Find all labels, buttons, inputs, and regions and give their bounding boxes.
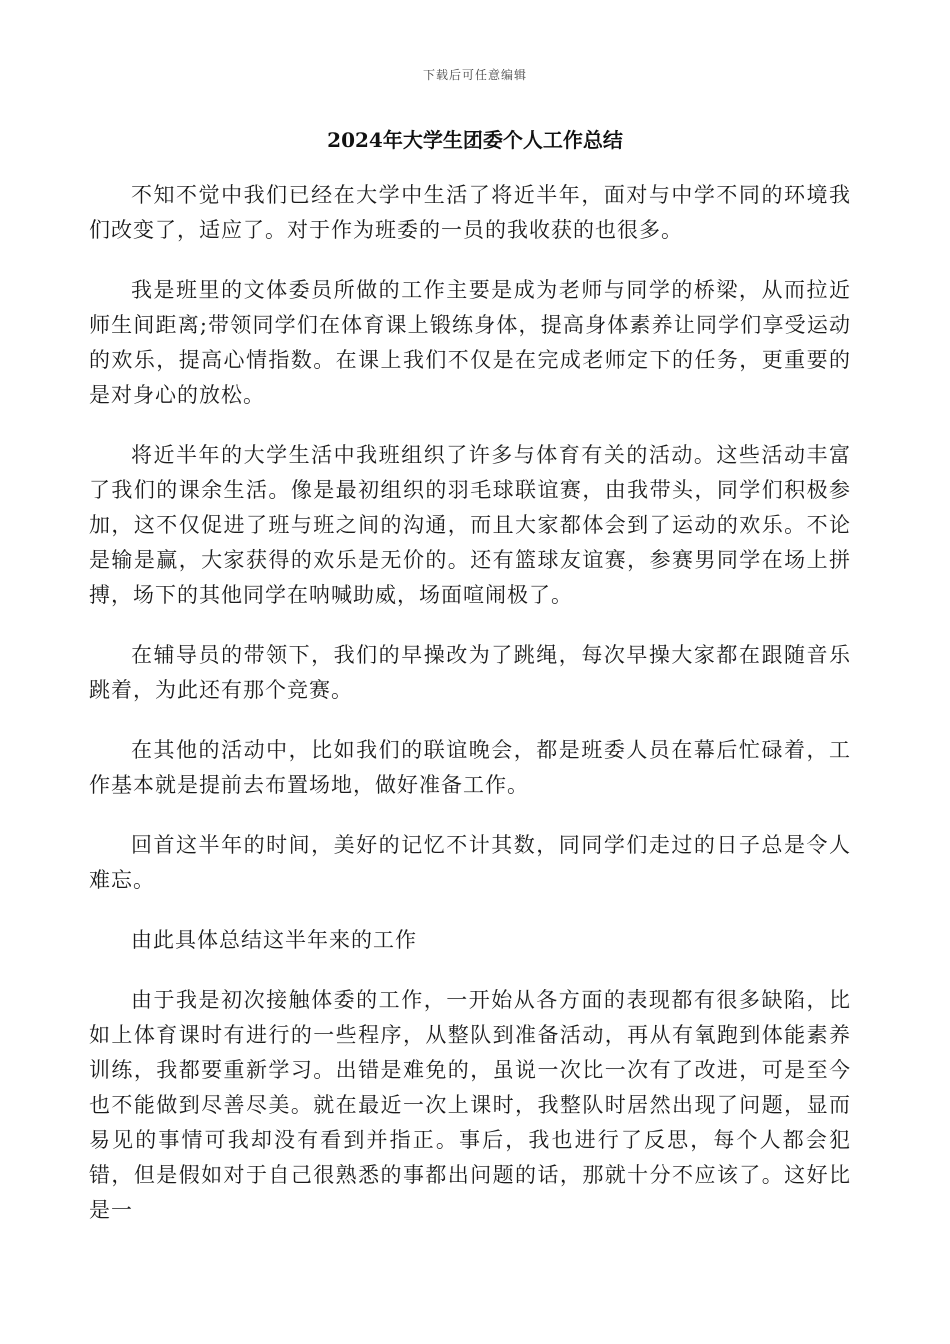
paragraph-7: 由此具体总结这半年来的工作 [131,928,417,952]
paragraph-2: 我是班里的文体委员所做的工作主要是成为老师与同学的桥梁，从而拉近师生间距离;带领同学们在体育课上锻练身体，提高身体素养让同学们享受运动的欢乐，提高心情指数。在课上我们不仅是在完成老师定下的任务，更重要的是对身心的放松。 [89,278,851,407]
paragraph-8: 由于我是初次接触体委的工作，一开始从各方面的表现都有很多缺陷，比如上体育课时有进行的一些程序，从整队到准备活动，再从有氧跑到体能素养训练，我都要重新学习。出错是难免的，虽说一次比一次有了改进，可是至今也不能做到尽善尽美。就在最近一次上课时，我整队时居然出现了问题，显而易见的事情可我却没有看到并指正。事后，我也进行了反思，每个人都会犯错，但是假如对于自己很熟悉的事都出问题的话，那就十分不应该了。这好比是一 [89,988,851,1222]
paragraph-4: 在辅导员的带领下，我们的早操改为了跳绳，每次早操大家都在跟随音乐跳着，为此还有那个竞赛。 [89,643,851,702]
paragraph-1: 不知不觉中我们已经在大学中生活了将近半年，面对与中学不同的环境我们改变了，适应了。对于作为班委的一员的我收获的也很多。 [89,183,851,242]
paragraph-5: 在其他的活动中，比如我们的联谊晚会，都是班委人员在幕后忙碌着，工作基本就是提前去布置场地，做好准备工作。 [89,738,851,797]
paragraph-6: 回首这半年的时间，美好的记忆不计其数，同同学们走过的日子总是令人难忘。 [89,833,851,892]
header-note: 下载后可任意编辑 [422,68,527,82]
document-body [89,178,851,1253]
document-title: 2024年大学生团委个人工作总结 [327,128,623,152]
paragraph-3: 将近半年的大学生活中我班组织了许多与体育有关的活动。这些活动丰富了我们的课余生活。像是最初组织的羽毛球联谊赛，由我带头，同学们积极参加，这不仅促进了班与班之间的沟通，而且大家都体会到了运动的欢乐。不论是输是赢，大家获得的欢乐是无价的。还有篮球友谊赛，参赛男同学在场上拼搏，场下的其他同学在呐喊助威，场面喧闹极了。 [89,443,851,607]
